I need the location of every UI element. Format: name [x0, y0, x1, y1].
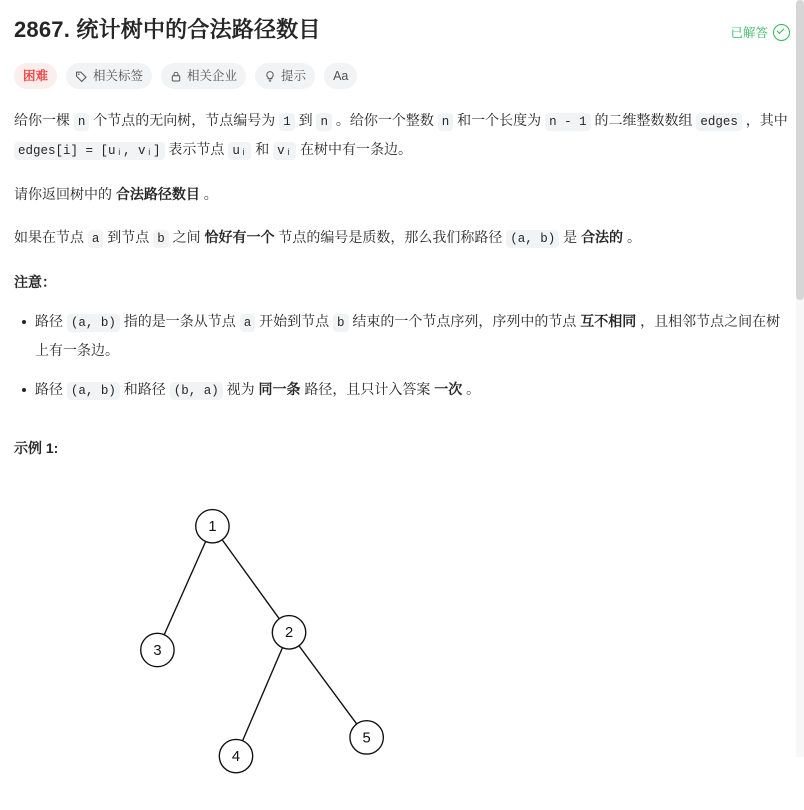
text: 如果在节点: [14, 229, 88, 245]
text: 开始到节点: [255, 313, 333, 329]
list-item: [35, 376, 790, 405]
edge-1-3: [157, 526, 212, 650]
edge-2-5: [289, 632, 367, 737]
description-paragraph-2: [14, 181, 790, 208]
related-tags-button[interactable]: [66, 63, 152, 89]
code-pair-ab: (a, b): [506, 230, 559, 248]
code-n: n: [74, 113, 90, 131]
node-label: 2: [284, 625, 294, 642]
text: 到: [294, 112, 317, 128]
tree-node-2: [272, 616, 305, 649]
code-edges: edges: [696, 113, 742, 131]
text: 。: [199, 186, 218, 202]
edge-1-2: [212, 526, 289, 632]
status-label: 已解答: [730, 26, 768, 40]
hint-label: 提示: [281, 68, 307, 83]
text: 节点的编号是质数，那么我们称路径: [274, 229, 507, 245]
code-pair-ab: (a, b): [67, 314, 120, 332]
text: 到节点: [103, 229, 154, 245]
text: ，其中: [741, 112, 788, 128]
tree-edges: [157, 526, 366, 756]
text: ，且相邻节点之间在树上有一条边。: [35, 313, 781, 358]
emphasis-legal: 合法的: [581, 229, 624, 245]
status-badge: [730, 23, 790, 41]
text: 的二维整数数组: [590, 112, 697, 128]
text: 给你一棵: [14, 112, 74, 128]
example-title: 示例 1:: [14, 440, 59, 456]
emphasis-legal-paths: 合法路径数目: [115, 186, 200, 202]
text: 在树中有一条边。: [296, 141, 413, 157]
text: 路径: [35, 381, 67, 397]
tree-node-5: [350, 721, 383, 754]
text: 表示节点: [164, 141, 229, 157]
page-scrollbar[interactable]: [796, 0, 804, 757]
text: 视为: [222, 381, 259, 397]
emphasis-once: 一次: [434, 381, 463, 397]
code-a: a: [88, 230, 104, 248]
tree-node-3: [141, 633, 174, 666]
page-scrollbar-thumb[interactable]: [796, 0, 804, 300]
related-tags-label: 相关标签: [93, 68, 144, 83]
text: 指的是一条从节点: [119, 313, 240, 329]
tree-graph: [14, 490, 790, 810]
related-companies-button[interactable]: [161, 63, 246, 89]
font-size-button[interactable]: Aa: [324, 63, 357, 89]
tag-icon: [75, 70, 88, 83]
code-pair-ab: (a, b): [67, 382, 120, 400]
code-ui: uᵢ: [228, 142, 251, 160]
code-n-minus-1: n - 1: [545, 113, 591, 131]
text: 之间: [168, 229, 205, 245]
text: 和: [251, 141, 274, 157]
emphasis-same-path: 同一条: [258, 381, 301, 397]
text: 。: [623, 229, 641, 245]
notes-heading: [14, 269, 790, 296]
code-a: a: [240, 314, 256, 332]
tag-row: [14, 63, 790, 89]
code-b: b: [333, 314, 349, 332]
text: 路径，且只计入答案: [300, 381, 435, 397]
notes-heading-text: 注意：: [14, 274, 56, 290]
page-title: 2867. 统计树中的合法路径数目: [14, 17, 321, 42]
related-companies-label: 相关企业: [187, 68, 238, 83]
problem-description: [14, 107, 790, 462]
text: 个节点的无向树，节点编号为: [89, 112, 280, 128]
tree-node-4: [219, 739, 252, 772]
lock-icon: [170, 70, 182, 83]
text: 请你返回树中的: [14, 186, 116, 202]
example-tree-figure: [14, 490, 790, 810]
text: 路径: [35, 313, 67, 329]
code-b: b: [153, 230, 169, 248]
code-pair-ba: (b, a): [170, 382, 223, 400]
code-edges-i: edges[i] = [uᵢ, vᵢ]: [14, 142, 165, 160]
tree-node-1: [196, 510, 229, 543]
code-n2: n: [316, 113, 332, 131]
code-vi: vᵢ: [273, 142, 296, 160]
node-label: 1: [208, 519, 217, 536]
difficulty-badge: 困难: [14, 63, 57, 89]
node-label: 3: [153, 642, 162, 659]
title-row: [14, 0, 790, 46]
description-paragraph-1: [14, 107, 790, 165]
tree-nodes: [141, 510, 384, 773]
code-1: 1: [279, 113, 295, 131]
check-circle-icon: [773, 24, 790, 41]
bulb-icon: [264, 70, 276, 83]
notes-list: [14, 308, 790, 405]
description-paragraph-3: [14, 224, 790, 253]
code-n3: n: [438, 113, 454, 131]
emphasis-exactly-one: 恰好有一个: [204, 229, 275, 245]
text: 和一个长度为: [453, 112, 546, 128]
node-label: 5: [362, 730, 371, 747]
node-label: 4: [231, 748, 241, 765]
edge-2-4: [236, 632, 289, 756]
hint-button[interactable]: [255, 63, 315, 89]
text: 和路径: [119, 381, 170, 397]
text: 结束的一个节点序列，序列中的节点: [348, 313, 581, 329]
text: 。: [462, 381, 481, 397]
list-item: [35, 308, 790, 364]
emphasis-distinct: 互不相同: [580, 313, 637, 329]
text: 是: [559, 229, 582, 245]
text: 。给你一个整数: [332, 112, 438, 128]
